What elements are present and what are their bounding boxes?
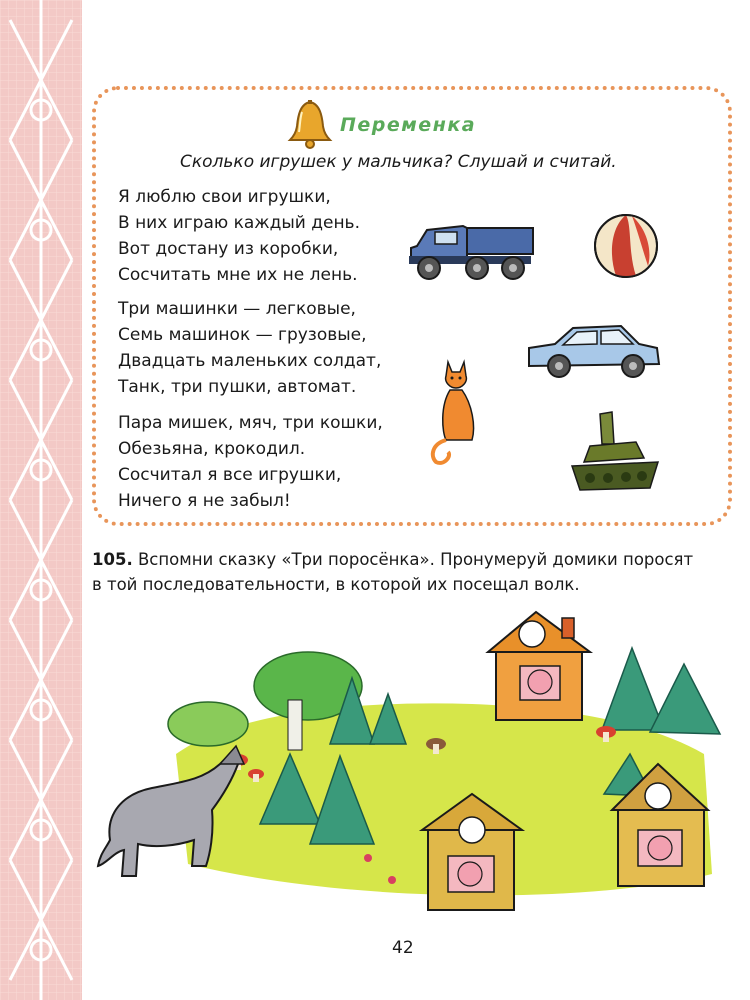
- fairy-tale-scene: [92, 604, 732, 924]
- car-icon: [525, 320, 663, 382]
- task-number: 105.: [92, 550, 133, 569]
- poem-line: Семь машинок — грузовые,: [118, 325, 367, 345]
- poem-line: Ничего я не забыл!: [118, 491, 291, 511]
- section-subtitle: Сколько игрушек у мальчика? Слушай и считай.: [180, 152, 617, 172]
- poem-stanza-2: [118, 296, 381, 400]
- poem-line: Вот достану из коробки,: [118, 239, 339, 259]
- poem-line: Обезьяна, крокодил.: [118, 439, 306, 459]
- poem-line: Сосчитать мне их не лень.: [118, 265, 358, 285]
- truck-icon: [405, 216, 535, 286]
- house-icon: [488, 612, 590, 720]
- poem-line: В них играю каждый день.: [118, 213, 360, 233]
- ball-icon: [592, 212, 660, 280]
- task-text-line-2: в той последовательности, в которой их посещал волк.: [92, 575, 580, 594]
- poem-line: Сосчитал я все игрушки,: [118, 465, 342, 485]
- poem-line: Я люблю свои игрушки,: [118, 187, 331, 207]
- poem-stanza-3: [118, 410, 383, 514]
- poem-line: Три машинки — легковые,: [118, 299, 356, 319]
- bell-icon: [286, 98, 334, 150]
- geometric-pattern: [0, 0, 82, 1000]
- section-heading: Переменка: [340, 114, 477, 136]
- task-105: [92, 547, 732, 597]
- poem-stanza-1: [118, 184, 360, 288]
- decorative-margin-strip: [0, 0, 82, 1000]
- poem-line: Пара мишек, мяч, три кошки,: [118, 413, 383, 433]
- cat-icon: [428, 356, 488, 466]
- poem-line: Танк, три пушки, автомат.: [118, 377, 357, 397]
- page-number: 42: [392, 938, 414, 958]
- poem-line: Двадцать маленьких солдат,: [118, 351, 382, 371]
- task-text-line-1: Вспомни сказку «Три поросёнка». Пронумеруй домики поросят: [137, 550, 694, 569]
- tank-icon: [566, 408, 666, 498]
